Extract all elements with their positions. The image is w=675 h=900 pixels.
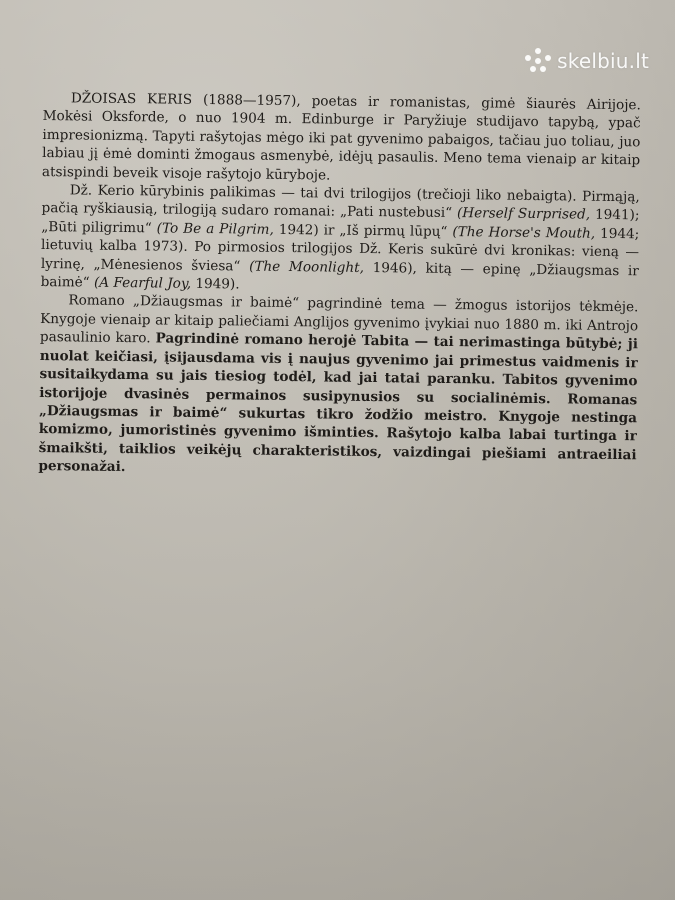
paragraph-trilogies: [41, 181, 640, 299]
text-run: (A Fearful Joy,: [93, 274, 192, 292]
paragraph-intro: [42, 89, 641, 188]
text-run: 1944; lietuvių kalba 1973). Po pirmosios trilogijos Dž. Keris sukūrė dvi kronikas: vieną — lyrinę, „Mėnesienos šviesa“: [40, 225, 640, 275]
skelbiu-watermark: [525, 46, 649, 76]
text-run: Dž. Kerio kūrybinis palikimas — tai dvi trilogijos (trečioji liko nebaigta). Pirmąją, pačią ryškiausią, trilogiją sudaro romanai: „Pati nustebusi“: [41, 182, 640, 222]
text-run: 1946), kitą — epinę „Džiaugsmas ir baimė“: [40, 259, 639, 291]
text-run: Pagrindinė romano herojė Tabita — tai nerimastinga būtybė; ji nuolat keičiasi, įsijausdama vis į naujus gyvenimo jai primestus vaidmenis ir susitaikydama su jais tiesiog todėl, kad jai tatai paranku. Tabitos gyvenimo istorijoje dvasinės permainos susipynusios su socialinėmis. Romanas „Džiaugsmas ir baimė“ sukurtas tikro žodžio meistro. Knygoje nestinga komizmo, jumoristinės gyvenimo išminties. Rašytojo kalba labai turtinga ir šmaikšti, taiklios veikėjų charakteristikos, vaizdingai piešiami antraeiliai personažai.: [38, 330, 639, 476]
text-run: DŽOISAS KERIS (1888—1957), poetas ir romanistas, gimė šiaurės Airijoje. Mokėsi Oksforde, o nuo 1904 m. Edinburge ir Paryžiuje studijavo tapybą, ypač impresionizmą. Tapyti rašytojas mėgo iki pat gyvenimo pabaigos, tačiau juo toliau, juo labiau jį ėmė dominti žmogaus asmenybė, idėjų pasaulis. Meno tema vienaip ar kitaip atsispindi beveik visoje rašytojo kūryboje.: [41, 90, 641, 184]
dots-logo-icon: [525, 48, 551, 74]
text-run: 1941); „Būti piligrimu“: [41, 207, 640, 237]
book-blurb-text: [38, 89, 641, 483]
watermark-text: skelbiu.lt: [557, 49, 649, 73]
text-run: (The Moonlight,: [249, 258, 365, 276]
paragraph-novel: [38, 291, 638, 482]
text-run: (To Be a Pilgrim,: [156, 220, 274, 238]
text-run: 1949).: [190, 275, 240, 293]
text-run: (The Horse's Mouth,: [452, 223, 596, 242]
text-run: (Herself Surprised,: [456, 205, 591, 224]
text-run: Romano „Džiaugsmas ir baimė“ pagrindinė tema — žmogus istorijos tėkmėje. Knygoje vienaip ar kitaip paliečiami Anglijos gyvenimo įvykiai nuo 1880 m. iki Antrojo pasaulinio karo.: [39, 292, 639, 347]
text-run: 1942) ir „Iš pirmų lūpų“: [273, 221, 453, 240]
